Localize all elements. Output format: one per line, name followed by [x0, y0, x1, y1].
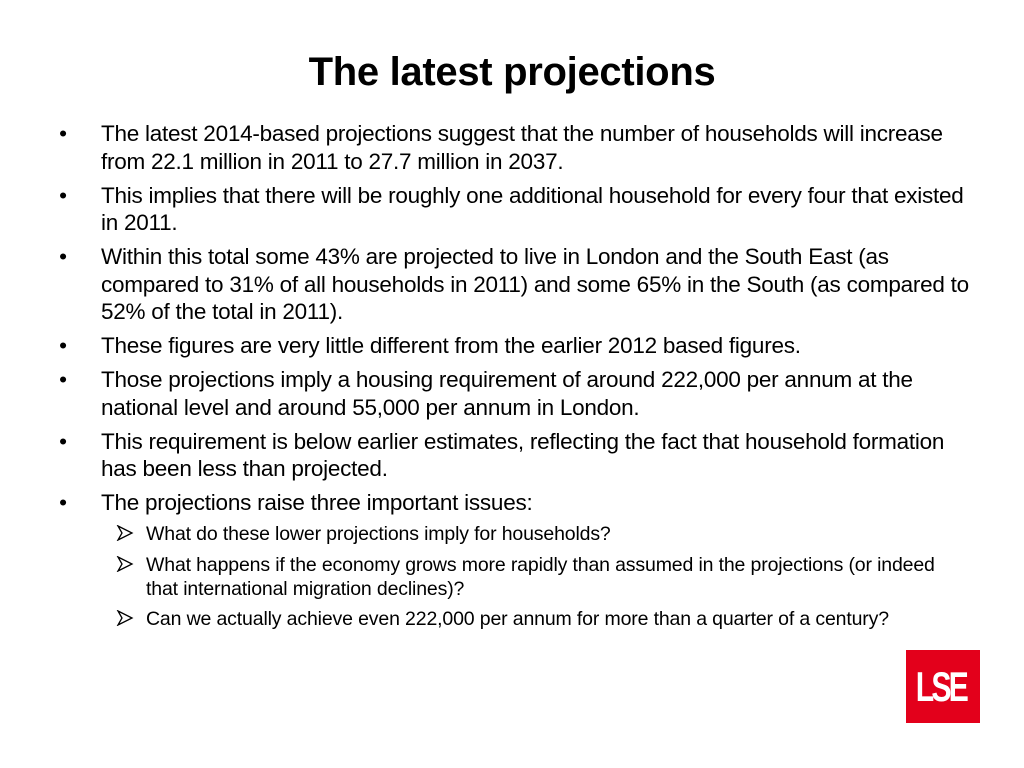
arrowhead-icon-svg — [116, 610, 134, 626]
bullet-item — [56, 332, 971, 360]
bullet-text: Within this total some 43% are projected to live in London and the South East (as compared to 31% of all households in 2011) and some 65% in the South (as compared to 52% of the total in 2011). — [101, 244, 969, 324]
sub-bullet-item — [56, 553, 971, 601]
bullet-dot-icon: • — [59, 428, 67, 454]
sub-bullet-text: What happens if the economy grows more rapidly than assumed in the projections (or indeed that international migration declines)? — [146, 553, 935, 600]
sub-bullet-item — [56, 522, 971, 546]
bullet-dot-icon: • — [59, 367, 67, 392]
arrowhead-icon — [114, 607, 136, 631]
bullet-item — [56, 366, 971, 421]
lse-logo-text: LSE — [915, 662, 967, 710]
bullet-dot-icon: • — [59, 121, 67, 146]
bullet-item — [56, 243, 971, 326]
lse-logo — [906, 650, 980, 723]
slide-title: The latest projections — [308, 50, 716, 94]
sub-bullet-text: What do these lower projections imply for households? — [146, 523, 611, 545]
bullet-item — [56, 120, 971, 175]
sub-bullet-list — [56, 522, 971, 638]
bullet-text: The projections raise three important issues: — [101, 490, 533, 515]
bullet-item — [56, 489, 971, 517]
bullet-text: Those projections imply a housing requirement of around 222,000 per annum at the national level and around 55,000 per annum in London. — [101, 367, 913, 420]
bullet-list — [56, 120, 971, 521]
bullet-dot-icon: • — [59, 244, 67, 269]
sub-bullet-text: Can we actually achieve even 222,000 per annum for more than a quarter of a century? — [146, 608, 889, 630]
arrowhead-icon — [114, 553, 136, 577]
arrowhead-icon — [114, 522, 136, 546]
bullet-dot-icon: • — [59, 490, 67, 515]
bullet-text: The latest 2014-based projections suggest that the number of households will increase from 22.1 million in 2011 to 27.7 million in 2037. — [101, 121, 943, 174]
arrowhead-icon-svg — [116, 525, 134, 541]
bullet-text: These figures are very little different from the earlier 2012 based figures. — [101, 333, 801, 358]
bullet-dot-icon: • — [59, 333, 67, 358]
arrowhead-icon-svg — [116, 556, 134, 572]
bullet-dot-icon: • — [59, 182, 67, 208]
bullet-text: This requirement is below earlier estimates, reflecting the fact that household formation has been less than projected. — [101, 428, 945, 481]
bullet-item — [56, 182, 971, 237]
bullet-item — [56, 428, 971, 483]
sub-bullet-item — [56, 607, 971, 631]
bullet-text: This implies that there will be roughly one additional household for every four that existed in 2011. — [101, 182, 964, 235]
